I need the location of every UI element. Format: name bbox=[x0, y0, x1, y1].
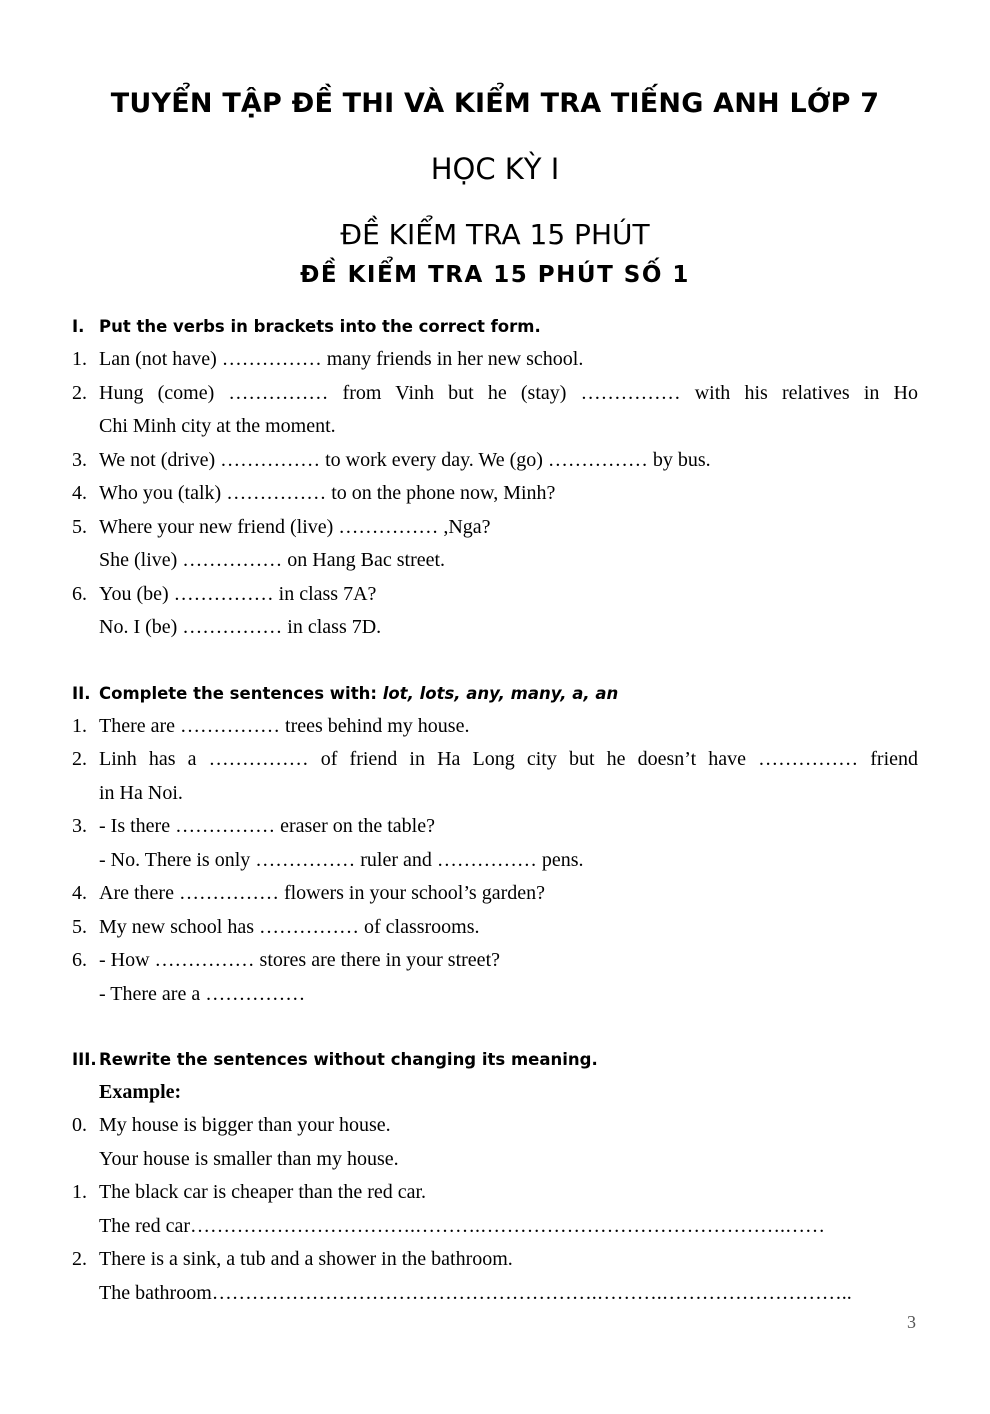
section-1-heading-text: Put the verbs in brackets into the correct form. bbox=[99, 317, 541, 336]
page-number: 3 bbox=[907, 1312, 916, 1332]
item-text: Are there …………… flowers in your school’s garden? bbox=[99, 882, 545, 904]
test-subtitle: ĐỀ KIỂM TRA 15 PHÚT SỐ 1 bbox=[300, 262, 690, 288]
list-item bbox=[72, 1109, 918, 1176]
item-number: 1. bbox=[72, 714, 87, 737]
list-item bbox=[72, 578, 918, 645]
list-item bbox=[72, 810, 918, 877]
example-label: Example: bbox=[99, 1081, 182, 1103]
list-item bbox=[72, 511, 918, 578]
list-item bbox=[72, 343, 918, 377]
item-text: - How …………… stores are there in your street? bbox=[99, 949, 500, 971]
item-answer-line: - No. There is only …………… ruler and …………… pens. bbox=[99, 848, 584, 871]
item-answer-line: The red car…………………………….……….……………………………………….…… bbox=[99, 1214, 826, 1237]
section-1-numeral: I. bbox=[72, 317, 85, 336]
item-number: 3. bbox=[72, 448, 87, 471]
item-answer-line: No. I (be) …………… in class 7D. bbox=[99, 616, 382, 638]
item-answer-line: - There are a …………… bbox=[99, 982, 306, 1005]
list-item bbox=[72, 377, 918, 444]
exercise-content bbox=[72, 310, 918, 1310]
list-item bbox=[72, 710, 918, 744]
list-item bbox=[72, 877, 918, 911]
section-3-heading bbox=[72, 1043, 918, 1076]
item-text: Lan (not have) …………… many friends in her new school. bbox=[99, 348, 584, 370]
item-answer-line: Your house is smaller than my house. bbox=[99, 1147, 399, 1170]
term-title: HỌC KỲ I bbox=[430, 152, 560, 186]
item-number: 1. bbox=[72, 1181, 87, 1203]
item-number: 5. bbox=[72, 515, 87, 538]
item-number: 6. bbox=[72, 582, 87, 605]
item-text: Hung (come) …………… from Vinh but he (stay) …………… with his relatives in Ho bbox=[99, 381, 918, 404]
item-text: You (be) …………… in class 7A? bbox=[99, 582, 377, 605]
list-item bbox=[72, 477, 918, 511]
section-3-heading-text: Rewrite the sentences without changing its meaning. bbox=[99, 1050, 598, 1069]
list-item bbox=[72, 911, 918, 945]
item-number: 2. bbox=[72, 1248, 87, 1270]
list-item bbox=[72, 1176, 918, 1243]
item-number: 5. bbox=[72, 915, 87, 938]
item-number: 6. bbox=[72, 949, 87, 971]
item-text: My new school has …………… of classrooms. bbox=[99, 915, 480, 938]
item-number: 4. bbox=[72, 482, 87, 504]
section-2-heading-text: Complete the sentences with: bbox=[99, 683, 383, 703]
document-title: TUYỂN TẬP ĐỀ THI VÀ KIỂM TRA TIẾNG ANH LỚP 7 bbox=[110, 88, 880, 119]
section-2-word-list: lot, lots, any, many, a, an bbox=[382, 683, 619, 703]
item-text: My house is bigger than your house. bbox=[99, 1114, 391, 1136]
item-text: Where your new friend (live) …………… ,Nga? bbox=[99, 515, 491, 538]
item-text: There are …………… trees behind my house. bbox=[99, 714, 470, 737]
section-2-heading bbox=[72, 677, 918, 710]
section-3-numeral: III. bbox=[72, 1050, 97, 1069]
test-title: ĐỀ KIỂM TRA 15 PHÚT bbox=[340, 218, 650, 251]
item-number: 2. bbox=[72, 381, 87, 404]
list-item bbox=[72, 944, 918, 1011]
item-number: 2. bbox=[72, 748, 87, 770]
item-text: There is a sink, a tub and a shower in the bathroom. bbox=[99, 1248, 513, 1270]
item-answer-line: The bathroom………………………………………………….……….……………………….. bbox=[99, 1281, 852, 1304]
item-number: 1. bbox=[72, 348, 87, 370]
list-item bbox=[72, 743, 918, 810]
section-2-numeral: II. bbox=[72, 683, 91, 703]
item-text: We not (drive) …………… to work every day. We (go) …………… by bus. bbox=[99, 448, 711, 471]
item-text-continued: Chi Minh city at the moment. bbox=[99, 415, 336, 437]
item-answer-line: She (live) …………… on Hang Bac street. bbox=[99, 549, 446, 571]
list-item bbox=[72, 444, 918, 478]
list-item bbox=[72, 1243, 918, 1310]
item-number: 4. bbox=[72, 882, 87, 904]
item-text: The black car is cheaper than the red car. bbox=[99, 1181, 427, 1203]
item-number: 0. bbox=[72, 1114, 87, 1136]
section-1-heading bbox=[72, 310, 918, 343]
item-text-continued: in Ha Noi. bbox=[99, 781, 183, 804]
item-text: Linh has a …………… of friend in Ha Long city but he doesn’t have …………… friend bbox=[99, 748, 918, 770]
item-number: 3. bbox=[72, 815, 87, 837]
item-text: - Is there …………… eraser on the table? bbox=[99, 815, 435, 837]
item-text: Who you (talk) …………… to on the phone now, Minh? bbox=[99, 482, 556, 504]
